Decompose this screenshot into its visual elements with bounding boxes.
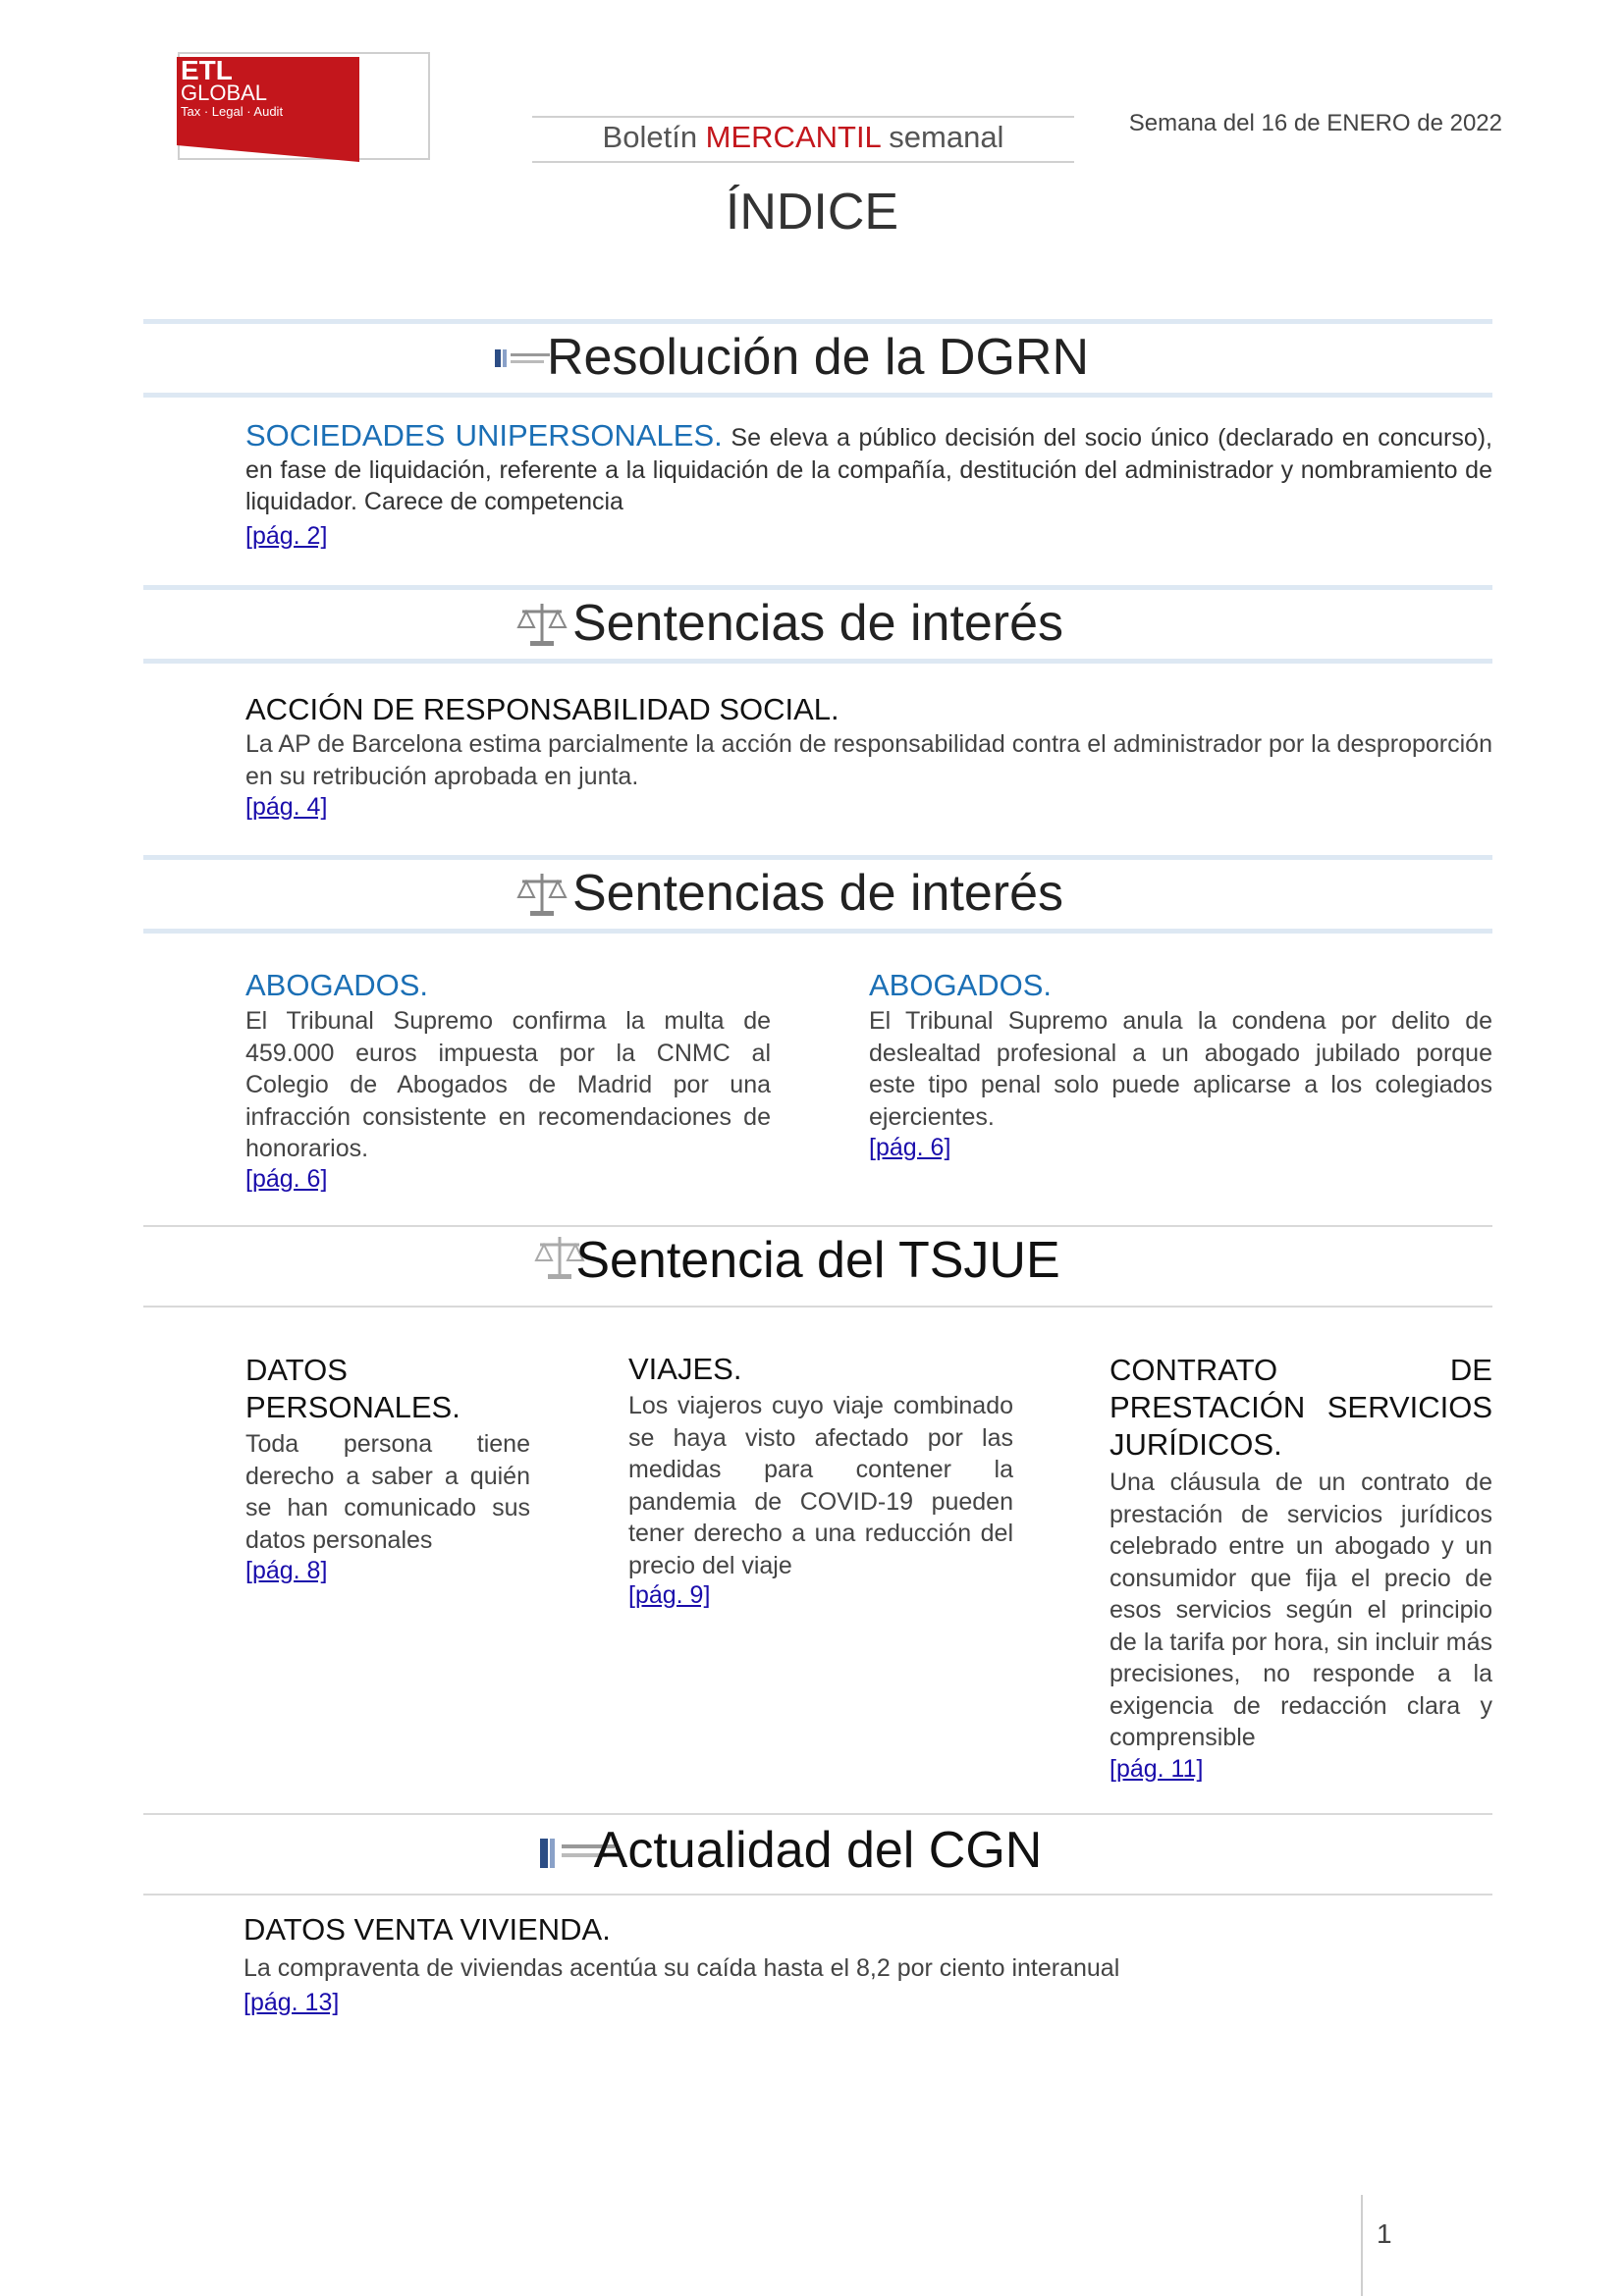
section-title-cgn: Actualidad del CGN (593, 1822, 1043, 1879)
abogados-2-text: El Tribunal Supremo anula la condena por delito de deslealtad profesional a un abogado jubilado porque este tipo penal solo puede aplicarse a los colegiados ejercientes. (869, 1007, 1492, 1131)
dgrn-heading: SOCIEDADES UNIPERSONALES. (245, 418, 723, 453)
section-title-sentencias-2: Sentencias de interés (571, 865, 1064, 922)
dgrn-item (245, 420, 1492, 518)
etl-logo (177, 49, 432, 167)
bulletin-rule-bottom (532, 161, 1074, 163)
section-tsjue (143, 1225, 1492, 1308)
section-sentencias-1 (143, 585, 1492, 664)
dgrn-link[interactable]: [pág. 2] (245, 522, 328, 550)
datos-personales-heading: DATOS PERSONALES. (245, 1353, 460, 1424)
dgrn-text: Se eleva a público decisión del socio único (declarado en concurso), en fase de liquidación, referente a la liquidación de la compañía, destitución del administrador y nombramiento de liquidador. Carece de competencia (245, 424, 1492, 515)
abogados-2-link[interactable]: [pág. 6] (869, 1134, 951, 1161)
page-number: 1 (1377, 2218, 1392, 2249)
abogados-2-heading: ABOGADOS. (869, 968, 1053, 1002)
contrato-text: Una cláusula de un contrato de prestación de servicios jurídicos celebrado entre un abogado y un consumidor que fija el precio de esos servicios según el principio de la tarifa por hora, sin incluir más precisiones, no responde a la exigencia de redacción clara y comprensible (1110, 1468, 1492, 1751)
sentencias1-heading: ACCIÓN DE RESPONSABILIDAD SOCIAL. (245, 692, 839, 726)
viajes-heading: VIAJES. (628, 1352, 742, 1386)
datos-personales-link[interactable]: [pág. 8] (245, 1557, 328, 1584)
contrato-heading: CONTRATO DE PRESTACIÓN SERVICIOS JURÍDICOS. (1110, 1353, 1492, 1462)
sentencias1-text: La AP de Barcelona estima parcialmente la acción de responsabilidad contra el administrador por la desproporción en su retribución aprobada en junta. (245, 730, 1492, 790)
section-title-tsjue: Sentencia del TSJUE (575, 1232, 1060, 1289)
index-title: ÍNDICE (725, 184, 899, 240)
bulletin-suffix: semanal (880, 120, 1004, 154)
section-sentencias-2 (143, 855, 1492, 934)
logo-text-tagline: Tax · Legal · Audit (181, 104, 284, 119)
cgn-link[interactable]: [pág. 13] (244, 1989, 340, 2016)
week-date: Semana del 16 de ENERO de 2022 (1128, 110, 1502, 136)
abogados-1-text: El Tribunal Supremo confirma la multa de 459.000 euros impuesta por la CNMC al Colegio de Abogados de Madrid por una infracción consistente en recomendaciones de honorarios. (245, 1007, 771, 1162)
footer-divider (1361, 2195, 1363, 2296)
bulletin-prefix: Boletín (602, 120, 706, 154)
section-title-dgrn: Resolución de la DGRN (546, 329, 1090, 386)
abogados-1-link[interactable]: [pág. 6] (245, 1165, 328, 1193)
section-dgrn (143, 319, 1492, 398)
datos-personales-text: Toda persona tiene derecho a saber a quién se han comunicado sus datos personales (245, 1430, 530, 1554)
abogados-1-heading: ABOGADOS. (245, 968, 429, 1002)
bulletin-title (532, 120, 1074, 155)
sentencias1-link[interactable]: [pág. 4] (245, 793, 328, 821)
bulletin-rule-top (532, 116, 1074, 118)
cgn-heading: DATOS VENTA VIVIENDA. (244, 1912, 611, 1947)
section-title-sentencias-1: Sentencias de interés (571, 595, 1064, 652)
bulletin-accent: MERCANTIL (705, 120, 881, 154)
logo-text-global: GLOBAL (181, 80, 268, 105)
viajes-link[interactable]: [pág. 9] (628, 1581, 711, 1609)
logo-text-etl: ETL (181, 55, 233, 85)
cgn-text: La compraventa de viviendas acentúa su caída hasta el 8,2 por ciento interanual (244, 1954, 1120, 1982)
contrato-link[interactable]: [pág. 11] (1110, 1755, 1204, 1783)
viajes-text: Los viajeros cuyo viaje combinado se haya visto afectado por las medidas para contener la pandemia de COVID-19 pueden tener derecho a una reducción del precio del viaje (628, 1392, 1013, 1579)
section-cgn (143, 1813, 1492, 1896)
